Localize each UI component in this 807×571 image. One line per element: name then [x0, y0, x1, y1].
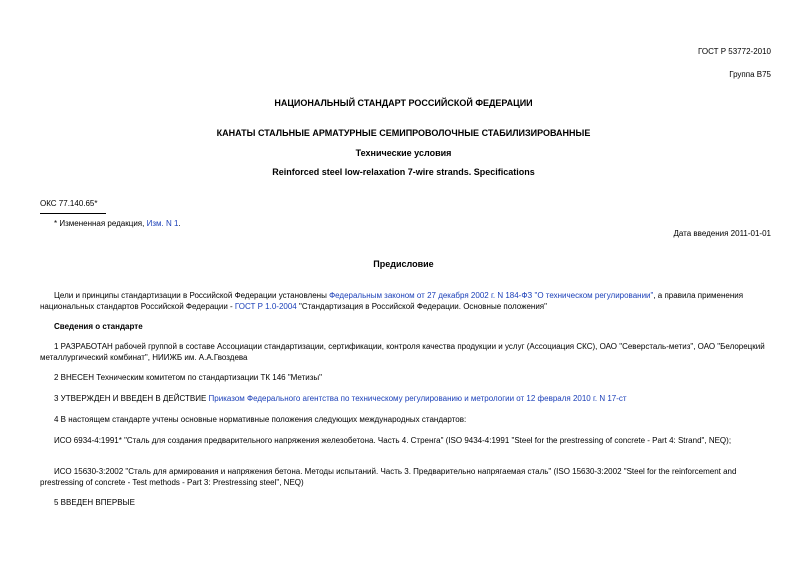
gost-number: ГОСТ Р 53772-2010 — [698, 47, 771, 56]
footnote — [54, 218, 181, 229]
national-standard-heading: НАЦИОНАЛЬНЫЙ СТАНДАРТ РОССИЙСКОЙ ФЕДЕРАЦИИ — [274, 98, 533, 108]
about-item-1: 1 РАЗРАБОТАН рабочей группой в составе Ассоциации стандартизации, сертификации, контроля качества продукции и услуг (Ассоциация СКС), ОАО "Северсталь-метиз", ОАО "Белорецкий металлургический комбинат", НИИЖБ им. А.А.Гвоздева — [40, 342, 765, 362]
gost-link[interactable]: ГОСТ Р 1.0-2004 — [234, 302, 297, 311]
order-link[interactable]: Приказом Федерального агентства по техническому регулированию и метрологии от 12 февраля 2010 г. N 17-ст — [208, 394, 627, 403]
iso-standard-1: ИСО 6934-4:1991* "Сталь для создания предварительного напряжения железобетона. Часть 4. Стренга" (ISO 9434-4:1991 "Steel for the prestressing of concrete - Part 4: Strand", NEQ); — [54, 436, 732, 445]
english-title: Reinforced steel low-relaxation 7-wire strands. Specifications — [272, 167, 535, 177]
about-item-3-text: 3 УТВЕРЖДЕН И ВВЕДЕН В ДЕЙСТВИЕ — [54, 394, 209, 403]
document-title: КАНАТЫ СТАЛЬНЫЕ АРМАТУРНЫЕ СЕМИПРОВОЛОЧНЫЕ СТАБИЛИЗИРОВАННЫЕ — [216, 128, 591, 138]
about-standard-heading: Сведения о стандарте — [54, 322, 143, 331]
preface-heading: Предисловие — [373, 259, 434, 269]
about-item-2: 2 ВНЕСЕН Техническим комитетом по стандартизации ТК 146 "Метизы" — [54, 373, 322, 382]
about-item-3 — [54, 393, 627, 404]
preface-paragraph — [40, 290, 772, 312]
federal-law-link[interactable]: Федеральным законом от 27 декабря 2002 г. N 184-ФЗ "О техническом регулировании" — [329, 291, 654, 300]
preface-text-1: Цели и принципы стандартизации в Российской Федерации установлены — [54, 291, 330, 300]
preface-text-3: "Стандартизация в Российской Федерации. Основные положения" — [296, 302, 547, 311]
oks-code: ОКС 77.140.65* — [40, 199, 98, 208]
about-item-4: 4 В настоящем стандарте учтены основные нормативные положения следующих международных стандартов: — [54, 415, 467, 424]
iso-standard-2: ИСО 15630-3:2002 "Сталь для армирования и напряжения бетона. Методы испытаний. Часть 3. Предварительно напрягаемая сталь" (ISO 15630-3:2002 "Steel for the reinforcement and prestressing of concrete - Test methods - Part 3: Prestressing steel", NEQ) — [40, 467, 737, 487]
group-code: Группа В75 — [729, 70, 771, 79]
document-subtitle: Технические условия — [355, 148, 452, 158]
amendment-link[interactable]: Изм. N 1 — [146, 219, 179, 228]
introduction-date: Дата введения 2011-01-01 — [673, 229, 771, 238]
footnote-text: * Измененная редакция, — [54, 219, 147, 228]
footnote-divider — [40, 213, 106, 214]
about-item-5: 5 ВВЕДЕН ВПЕРВЫЕ — [54, 498, 135, 507]
preface-text-2: , а правила применения национальных стандартов Российской Федерации - — [40, 291, 744, 311]
footnote-end: . — [178, 219, 181, 228]
